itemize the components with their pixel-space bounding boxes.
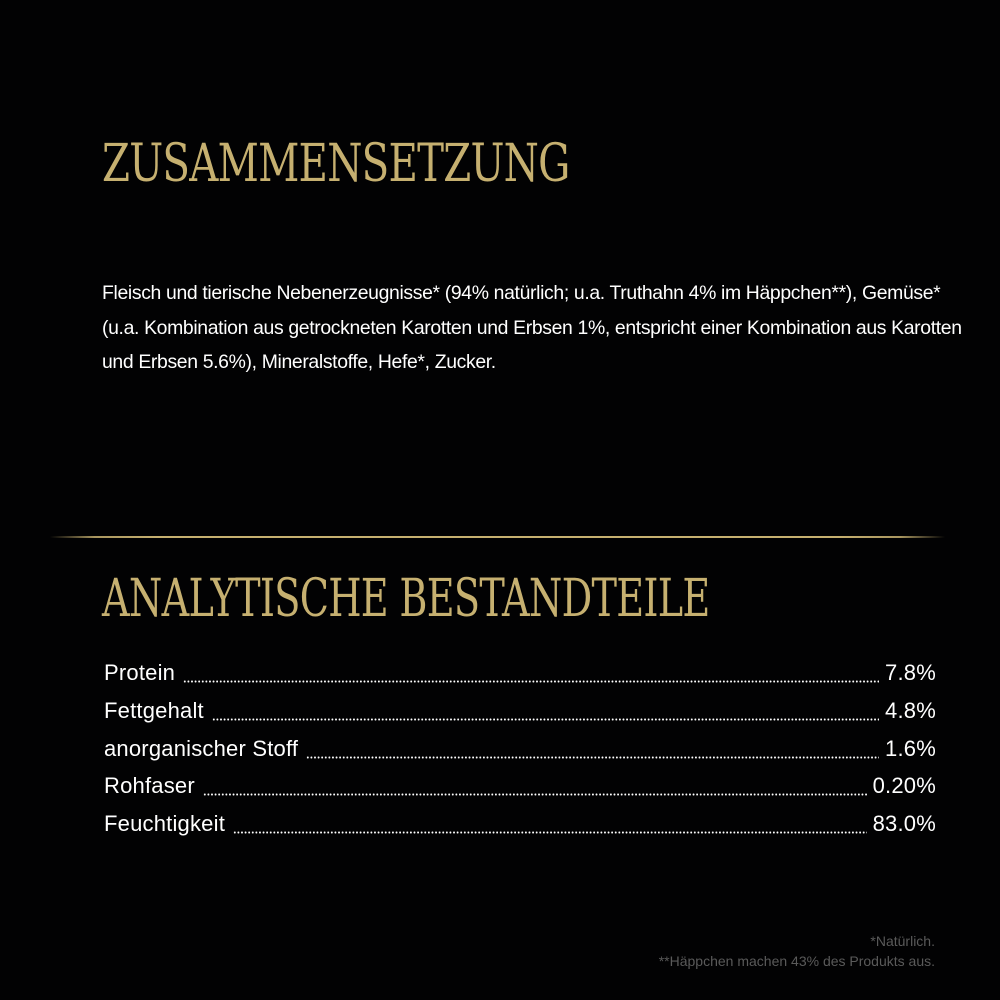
analysis-row-moisture (104, 809, 936, 847)
dot-leader (212, 699, 879, 721)
section-divider (50, 536, 945, 538)
analysis-label: Rohfaser (104, 773, 195, 799)
analysis-row-fat (104, 696, 936, 734)
footnote-chunks: **Häppchen machen 43% des Produkts aus. (658, 953, 935, 969)
analysis-value: 83.0% (872, 811, 936, 837)
analysis-value: 7.8% (885, 660, 936, 685)
analysis-value: 0.20% (872, 773, 936, 799)
analytical-title: ANALYTISCHE BESTANDTEILE (102, 569, 710, 629)
analytical-table (104, 658, 936, 847)
footnote-natural: *Natürlich. (870, 933, 935, 949)
footnotes (659, 931, 935, 971)
composition-title: ZUSAMMENSETZUNG (102, 134, 570, 194)
analysis-label: anorganischer Stoff (104, 735, 299, 761)
analysis-value: 4.8% (885, 697, 936, 723)
analysis-label: Protein (104, 660, 176, 685)
analysis-label: Feuchtigkeit (104, 811, 226, 837)
analysis-row-ash (104, 734, 936, 772)
dot-leader (233, 812, 867, 834)
analysis-row-protein (104, 658, 936, 696)
analysis-value: 1.6% (885, 735, 936, 761)
composition-text: Fleisch und tierische Nebenerzeugnisse* (94% natürlich; u.a. Truthahn 4% im Häppchen**), Gemüse* (u.a. Kombination aus getrockneten Karotten und Erbsen 1%, entspricht einer Kombination aus Karotten und Erbsen 5.6%), Mineralstoffe, Hefe*, Zucker. (102, 282, 962, 373)
dot-leader (183, 661, 879, 683)
analysis-label: Fettgehalt (104, 697, 204, 723)
dot-leader (306, 737, 879, 759)
analysis-row-fiber (104, 771, 936, 809)
dot-leader (203, 774, 867, 796)
